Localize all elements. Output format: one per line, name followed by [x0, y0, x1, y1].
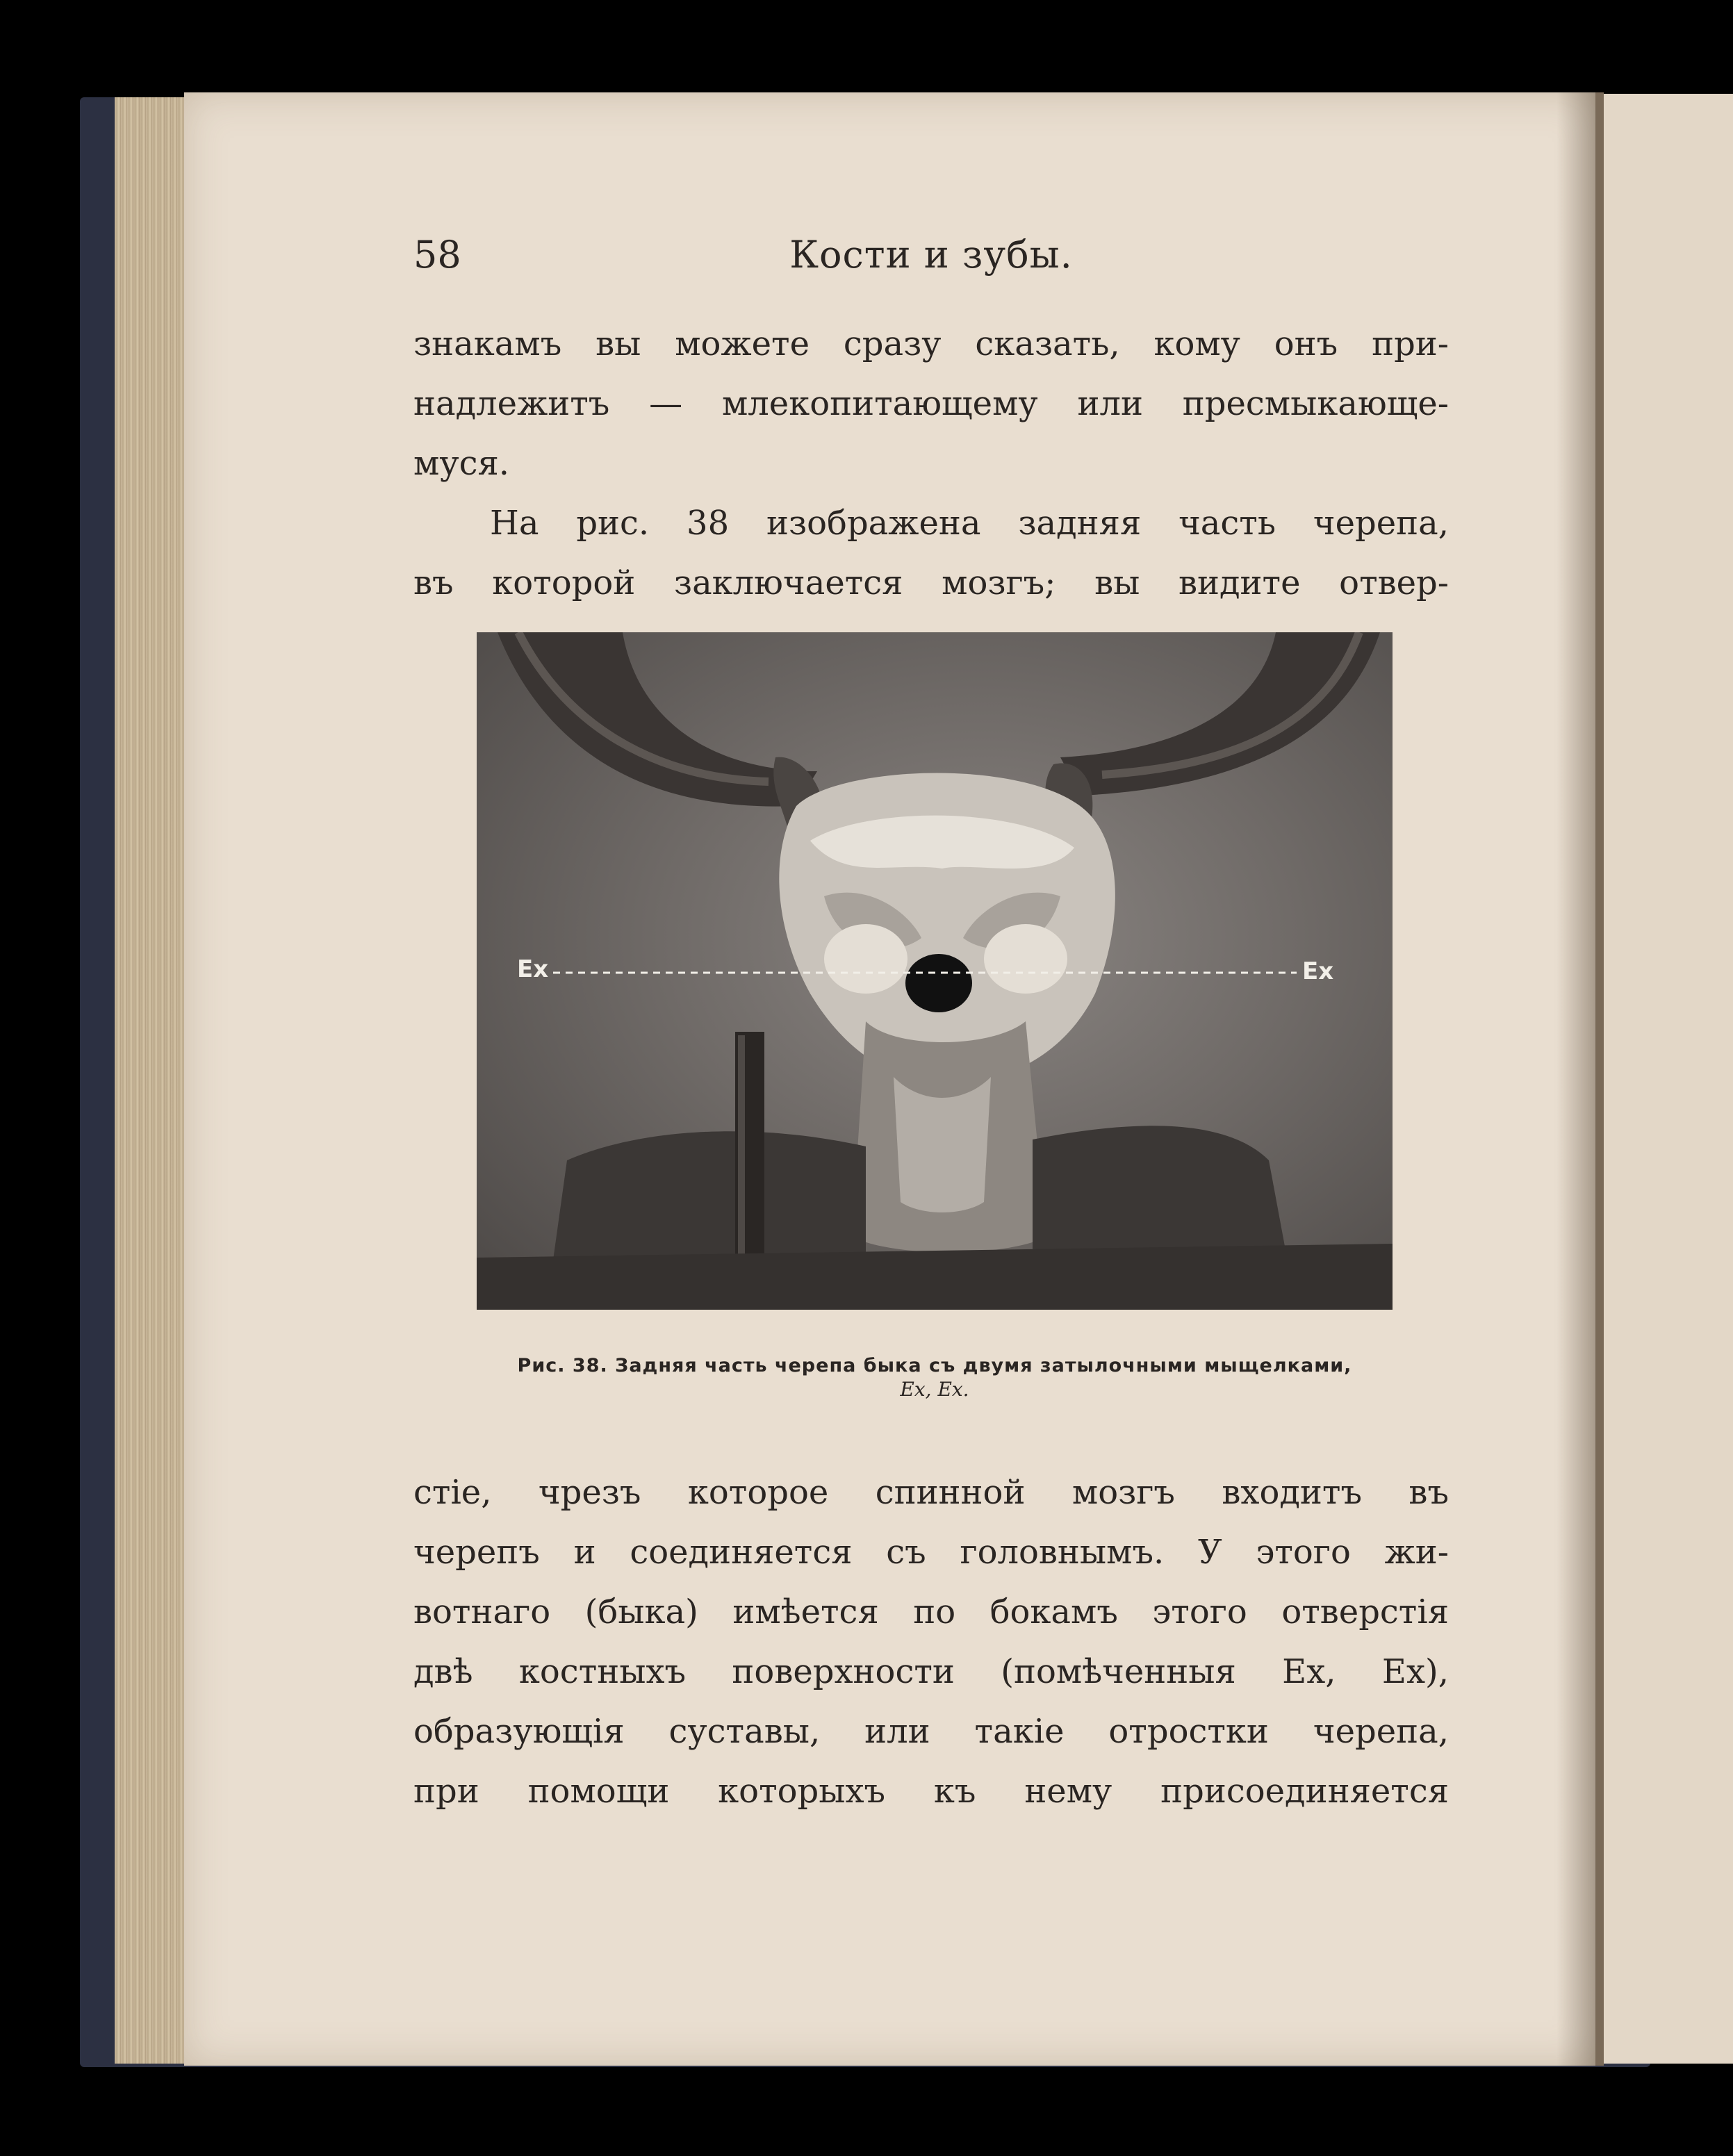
text-line: черепъ и соединяется съ головнымъ. У этого жи- — [413, 1533, 1449, 1572]
text-line: знакамъ вы можете сразу сказать, кому онъ при- — [413, 324, 1449, 363]
text-line: На рис. 38 изображена задняя часть черепа, — [490, 504, 1449, 543]
page-number: 58 — [413, 233, 461, 277]
ex-label-right: Ex — [1302, 957, 1334, 985]
text-line: надлежитъ — млекопитающему или пресмыкающе- — [413, 384, 1449, 423]
text-line: въ которой заключается мозгъ; вы видите отвер- — [413, 563, 1449, 602]
caption-labels: Ex, Ex. — [900, 1378, 969, 1401]
text-line: муся. — [413, 444, 509, 483]
ex-label-left: Ex — [517, 955, 549, 983]
bottom-text-block — [413, 1463, 1449, 1821]
left-condyle — [824, 924, 907, 994]
left-horn — [498, 632, 817, 807]
text-line: вотнаго (быка) имѣется по бокамъ этого отверстія — [413, 1593, 1449, 1631]
figure-caption — [459, 1355, 1411, 1401]
skull-illustration — [477, 632, 1393, 1310]
caption-text: Рис. 38. Задняя часть черепа быка съ двумя затылочными мыщелками, — [517, 1355, 1352, 1376]
page-header — [413, 233, 1449, 288]
page-shadow — [1557, 92, 1598, 2066]
right-condyle — [984, 924, 1067, 994]
running-title: Кости и зубы. — [789, 233, 1073, 277]
top-text-block — [413, 314, 1449, 613]
foramen-magnum — [905, 954, 972, 1012]
book-gutter — [1595, 92, 1604, 2066]
text-line: образующія суставы, или такіе отростки черепа, — [413, 1712, 1449, 1751]
skull-photograph — [477, 632, 1393, 1310]
text-line: двѣ костныхъ поверхности (помѣченныя Ex, Ex), — [413, 1652, 1449, 1691]
text-line: стіе, чрезъ которое спинной мозгъ входитъ въ — [413, 1473, 1449, 1512]
page-edges — [115, 97, 191, 2064]
facing-page — [1602, 94, 1733, 2064]
text-line: при помощи которыхъ къ нему присоединяется — [413, 1772, 1449, 1811]
